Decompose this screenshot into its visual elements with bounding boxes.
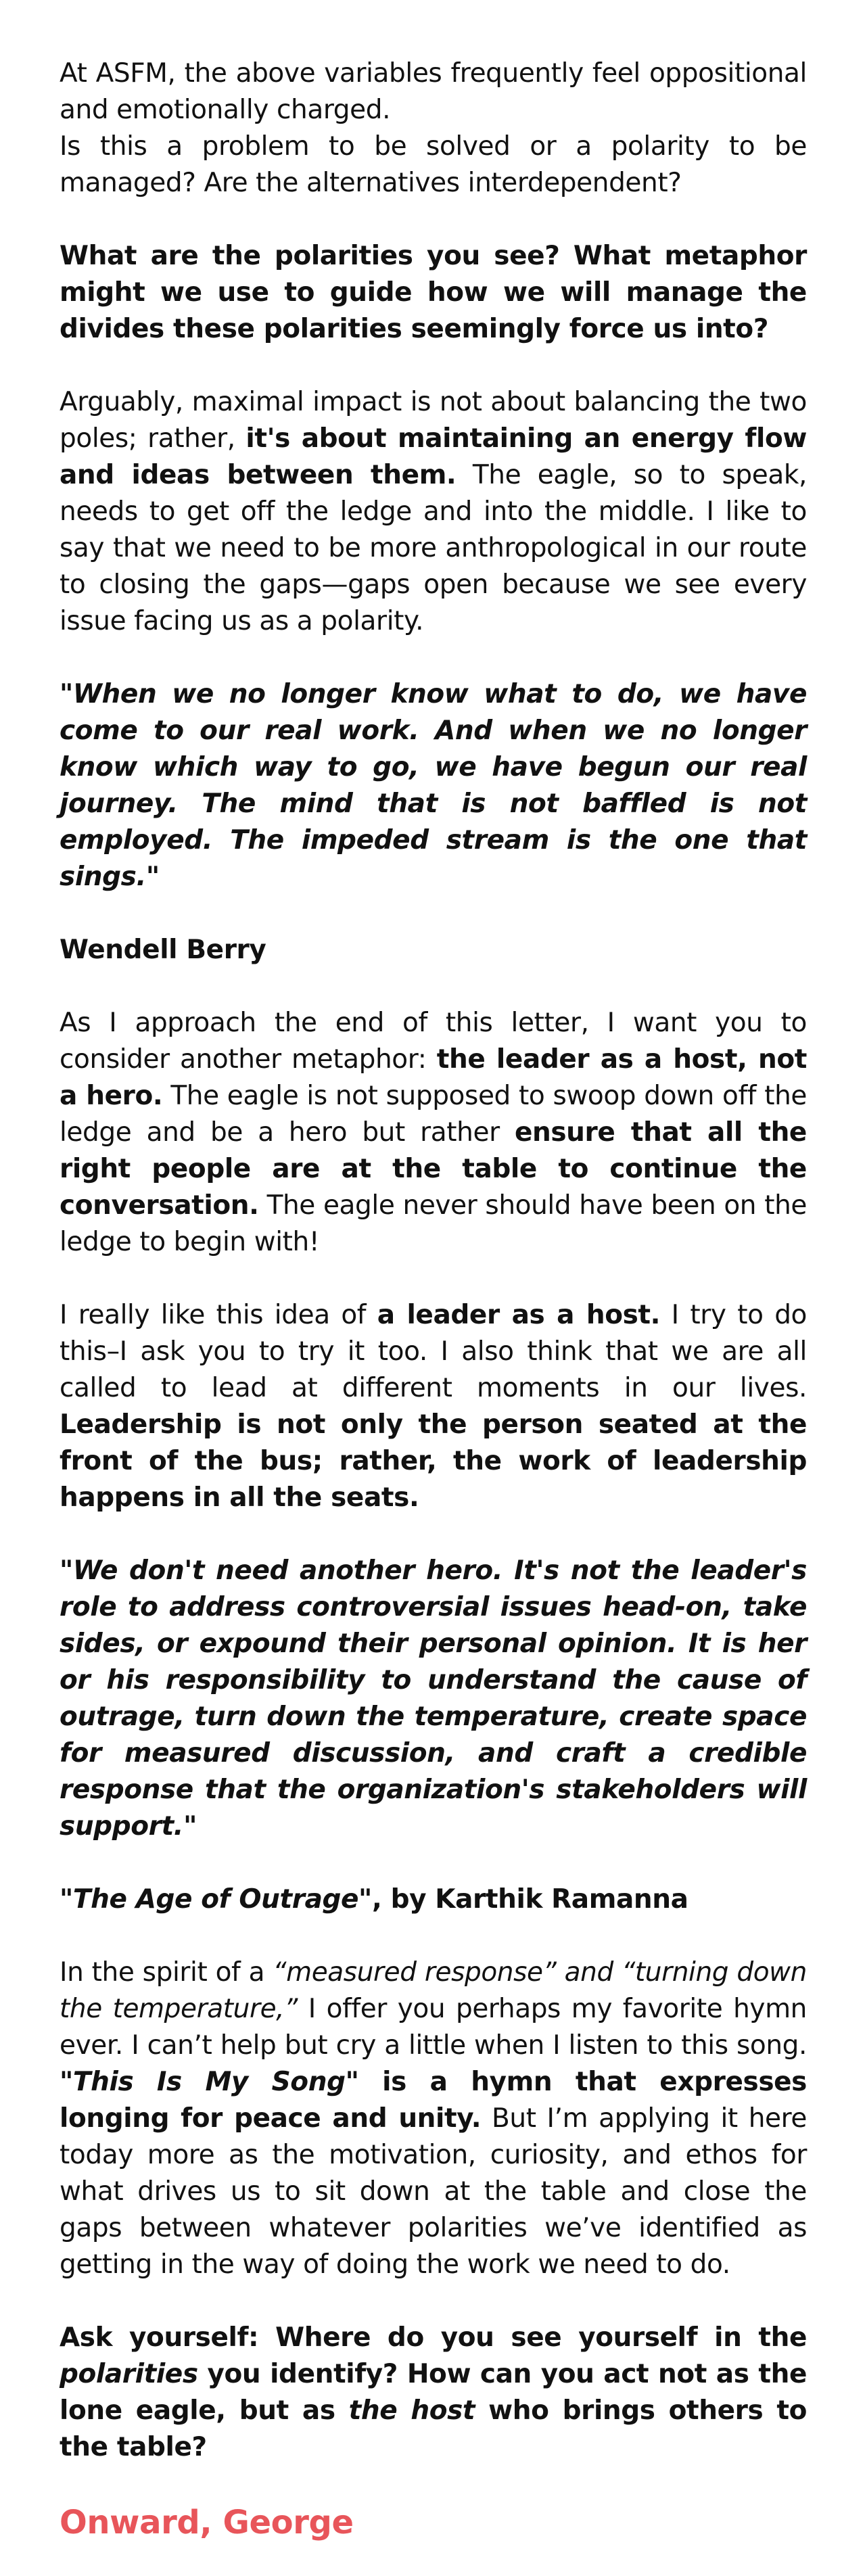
host-metaphor-text-a: As I approach the end of this letter, I want you to consider another metaphor: xyxy=(60,1008,807,1075)
quote-source-author: , by Karthik Ramanna xyxy=(371,1884,688,1915)
context-line-1: At ASFM, the above variables frequently feel oppositional and emotionally charged. xyxy=(60,58,807,125)
hymn-italic-phrase: “measured response” and “turning down the temperature,” xyxy=(60,1957,807,2024)
quote-source-title: "The Age of Outrage" xyxy=(60,1884,372,1915)
energy-flow-text-c: The eagle, so to speak, needs to get off the ledge and into the middle. I like to say that we need to be more anthropological in our route to closing the gaps—gaps open because we see every issue facing us as a polarity. xyxy=(60,460,807,636)
leader-host-text-a: I really like this idea of xyxy=(60,1300,377,1330)
leader-host-emphasis-1: a leader as a host. xyxy=(377,1300,661,1330)
host-metaphor-text-c: The eagle is not supposed to swoop down off the ledge and be a hero but rather xyxy=(60,1081,808,1148)
hymn-text-a: In the spirit of a xyxy=(60,1957,273,1988)
paragraph-context xyxy=(60,55,807,128)
paragraph-leader-host xyxy=(60,1297,807,1516)
quote-author-wendell-berry: Wendell Berry xyxy=(60,935,266,965)
paragraph-energy-flow xyxy=(60,384,807,640)
quote-source-age-of-outrage xyxy=(60,1881,807,1918)
signoff: Onward, George xyxy=(60,2504,354,2542)
energy-flow-text-a: Arguably, maximal impact is not about balancing the two poles; rather, xyxy=(60,387,807,454)
closing-italic-host: the host xyxy=(348,2395,475,2426)
hymn-text-f: But I’m applying it here today more as the motivation, curiosity, and ethos for what drives us to sit down at the table and close the gaps between whatever polarities we’ve identified as getting in the way of doing the work we need to do. xyxy=(60,2103,807,2280)
energy-flow-emphasis: it's about maintaining an energy flow and ideas between them. xyxy=(60,423,807,490)
paragraph-host-metaphor xyxy=(60,1005,807,1261)
closing-text-e: who brings others to the table? xyxy=(60,2395,807,2462)
hymn-emphasis: is a hymn that expresses longing for peace and unity. xyxy=(60,2067,808,2134)
host-metaphor-emphasis-2: ensure that all the right people are at the table to continue the conversation. xyxy=(60,1117,807,1221)
polarity-prompt: What are the polarities you see? What metaphor might we use to guide how we will manage the divides these polarities seemingly force us into? xyxy=(60,241,807,344)
host-metaphor-emphasis-1: the leader as a host, not a hero. xyxy=(60,1044,807,1111)
closing-text-a: Ask yourself: Where do you see yourself in the xyxy=(60,2322,807,2353)
quote-wendell-berry: "When we no longer know what to do, we have come to our real work. And when we no longer know which way to go, we have begun our real journey. The mind that is not baffled is not employed. The impeded stream is the one that sings." xyxy=(60,679,807,892)
closing-text-c: you identify? How can you act not as the lone eagle, but as xyxy=(60,2359,807,2426)
paragraph-hymn xyxy=(60,1954,807,2283)
host-metaphor-text-e: The eagle never should have been on the ledge to begin with! xyxy=(60,1190,807,1257)
leader-host-emphasis-2: Leadership is not only the person seated at the front of the bus; rather, the work of leadership happens in all the seats. xyxy=(60,1409,807,1513)
hymn-text-c: I offer you perhaps my favorite hymn ever. I can’t help but cry a little when I listen to this song. xyxy=(60,1994,807,2061)
context-line-2: Is this a problem to be solved or a polarity to be managed? Are the alternatives interdependent? xyxy=(60,131,807,198)
quote-age-of-outrage: "We don't need another hero. It's not the leader's role to address controversial issues head-on, take sides, or expound their personal opinion. It is her or his responsibility to understand the cause of outrage, turn down the temperature, create space for measured discussion, and craft a credible response that the organization's stakeholders will support." xyxy=(60,1555,807,1842)
closing-italic-polarities: polarities xyxy=(60,2359,198,2389)
hymn-title: "This Is My Song" xyxy=(60,2067,359,2097)
leader-host-text-c: I try to do this–I ask you to try it too. I also think that we are all called to lead at different moments in our lives. xyxy=(60,1300,808,1403)
closing-question xyxy=(60,2320,807,2466)
paragraph-question xyxy=(60,128,807,202)
